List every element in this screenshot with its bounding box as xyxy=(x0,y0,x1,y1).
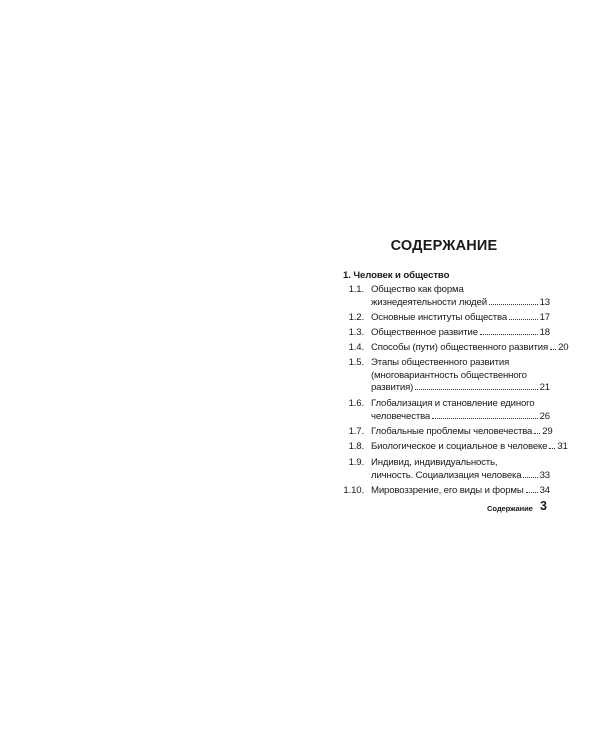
toc-entry-text: Основные институты общества xyxy=(371,312,508,323)
section-heading: 1. Человек и общество xyxy=(343,270,450,281)
toc-entry[interactable] xyxy=(338,426,553,439)
toc-entry-page: 13 xyxy=(539,296,550,308)
toc-entry-text: (многовариантность общественного xyxy=(371,369,527,381)
toc-entry-text: Глобальные проблемы человечества xyxy=(371,426,533,437)
toc-entry[interactable] xyxy=(338,327,550,340)
dot-leader xyxy=(509,318,538,320)
dot-leader xyxy=(480,333,538,335)
toc-entry-text: Глобализация и становление единого xyxy=(371,398,535,409)
toc-entry-number: 1.6. xyxy=(348,398,364,409)
running-footer-label: Содержание xyxy=(487,504,533,513)
dot-leader xyxy=(526,491,538,493)
toc-entry-page: 34 xyxy=(539,485,550,496)
toc-entry-number: 1.8. xyxy=(348,441,364,452)
toc-entry-text: Общественное развитие xyxy=(371,327,478,338)
toc-entry[interactable] xyxy=(338,284,550,309)
toc-entry-page: 31 xyxy=(557,441,568,452)
toc-entry[interactable] xyxy=(338,457,550,482)
toc-entry-text: Способы (пути) общественного развития xyxy=(371,342,549,353)
toc-entry-text: Общество как форма xyxy=(371,284,464,295)
toc-entry-text: человечества xyxy=(371,410,431,422)
toc-entry-number: 1.5. xyxy=(348,357,364,368)
toc-entry-page: 20 xyxy=(558,342,569,353)
page-title: СОДЕРЖАНИЕ xyxy=(390,238,498,254)
toc-entry-number: 1.9. xyxy=(348,457,364,468)
toc-entry[interactable] xyxy=(338,312,550,325)
toc-entry[interactable] xyxy=(338,342,569,355)
toc-entry-text: жизнедеятельности людей xyxy=(371,296,487,308)
dot-leader xyxy=(415,388,537,390)
page-number: 3 xyxy=(540,499,547,513)
toc-entry-text: развития) xyxy=(371,382,414,394)
toc-entry-number: 1.1. xyxy=(348,284,364,295)
toc-entry[interactable] xyxy=(338,398,550,423)
dot-leader xyxy=(523,476,537,478)
toc-entry-page: 21 xyxy=(539,382,550,394)
toc-entry-page: 17 xyxy=(539,312,550,323)
toc-entry[interactable] xyxy=(338,357,550,395)
toc-entry-number: 1.3. xyxy=(348,327,364,338)
dot-leader xyxy=(489,303,538,305)
toc-entry-page: 26 xyxy=(539,410,550,422)
toc-entry-number: 1.10. xyxy=(343,485,364,496)
toc-entry-number: 1.7. xyxy=(348,426,364,437)
toc-entry-text: Мировоззрение, его виды и формы xyxy=(371,485,524,496)
dot-leader xyxy=(432,417,538,419)
toc-entry-number: 1.2. xyxy=(348,312,364,323)
toc-entry-text: Этапы общественного развития xyxy=(371,357,510,368)
toc-entry-page: 29 xyxy=(542,426,553,437)
toc-entry-page: 33 xyxy=(539,469,550,481)
toc-entry-text: Индивид, индивидуальность, xyxy=(371,457,498,468)
dot-leader xyxy=(534,432,540,434)
toc-entry-text: личность. Социализация человека xyxy=(371,469,522,481)
dot-leader xyxy=(549,447,555,449)
toc-entry-text: Биологическое и социальное в человеке xyxy=(371,441,548,452)
toc-entry-number: 1.4. xyxy=(348,342,364,353)
dot-leader xyxy=(550,348,556,350)
toc-entry[interactable] xyxy=(338,441,568,454)
toc-entry-page: 18 xyxy=(539,327,550,338)
toc-entry[interactable] xyxy=(338,485,550,498)
